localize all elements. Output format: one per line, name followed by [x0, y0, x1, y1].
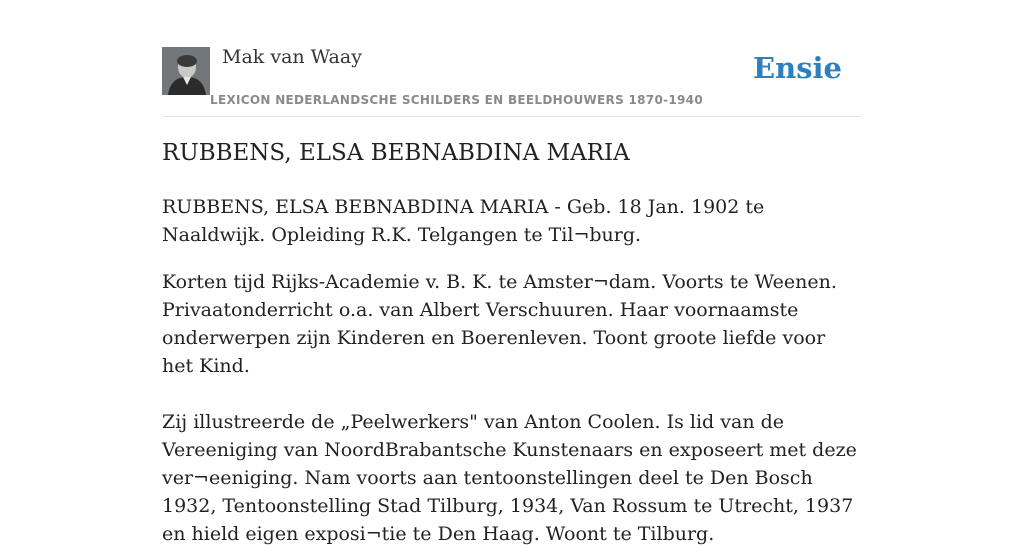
- paragraph-3: Zij illustreerde de „Peelwerkers" van Anton Coolen. Is lid van de Vereeniging van NoordBrabantsche Kunstenaars en exposeert met deze ver¬eeniging. Nam voorts aan tentoonstellingen deel te Den Bosch 1932, Tentoonstelling Stad Tilburg, 1934, Van Rossum te Utrecht, 1937 en hield eigen exposi¬tie te Den Haag. Woont te Tilburg.: [162, 411, 857, 545]
- paragraph-2: Korten tijd Rijks-Academie v. B. K. te Amster¬dam. Voorts te Weenen. Privaatonderricht o.a. van Albert Verschuuren. Haar voornaamste onderwerpen zijn Kinderen en Boerenleven. Toont groote liefde voor het Kind.: [162, 271, 837, 377]
- page-title: RUBBENS, ELSA BEBNABDINA MARIA: [162, 140, 630, 166]
- paragraph-1: RUBBENS, ELSA BEBNABDINA MARIA - Geb. 18 Jan. 1902 te Naaldwijk. Opleiding R.K. Telgangen te Til¬burg.: [162, 196, 765, 246]
- article-page: [162, 0, 862, 545]
- source-title[interactable]: LEXICON NEDERLANDSCHE SCHILDERS EN BEELDHOUWERS 1870-1940: [210, 93, 703, 107]
- author-name[interactable]: Mak van Waay: [222, 46, 362, 68]
- author-portrait-icon: [162, 47, 210, 95]
- header: [162, 0, 862, 117]
- brand-logo[interactable]: Ensie: [753, 51, 842, 85]
- author-avatar[interactable]: [162, 47, 210, 95]
- article-body: [162, 193, 862, 548]
